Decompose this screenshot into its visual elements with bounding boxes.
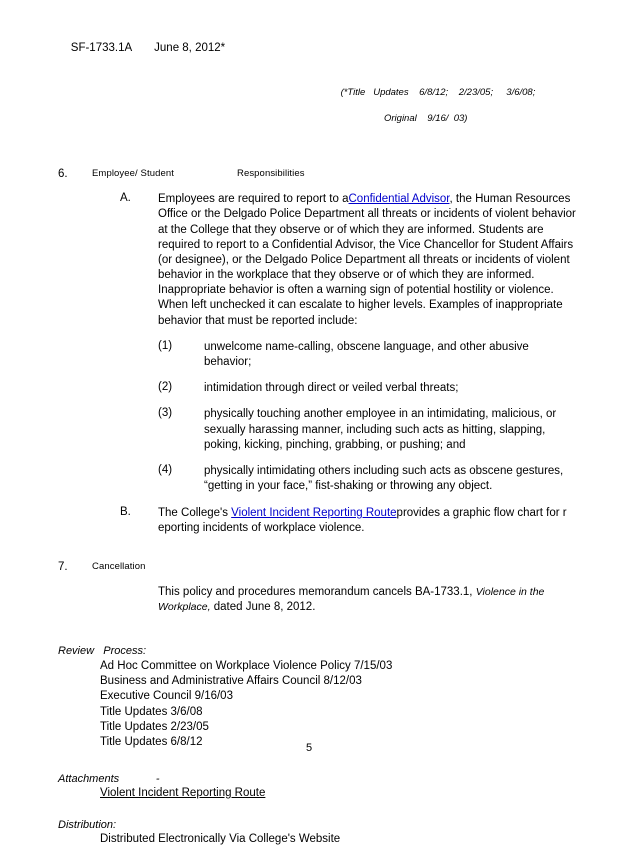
section-7-heading: Cancellation [92,560,146,572]
page-number: 5 [305,742,313,754]
title-updates-original: Original 9/16/ 03) [384,112,468,124]
section-6 [58,168,578,180]
list-item [158,381,578,396]
subitem-3-label: (3) [158,407,173,420]
cancellation-italic: Violence in the Workplace, [158,585,545,613]
subitem-4-text: physically intimidating others including such acts as obscene gestures, “getting in your face,” fist-shaking or throwing any object. [204,464,564,493]
attachments-link-wrap [100,787,578,799]
item-b-text-2: provides a graphic flow chart for r eporting incidents of workplace violence. [158,507,567,535]
distribution-title: Distribution: [58,818,117,831]
list-item: Title Updates 2/23/05 [100,721,209,733]
list-item: Executive Council 9/16/03 [100,690,233,703]
cancellation-text-1: This policy and procedures memorandum cancels BA-1733.1, [158,585,473,598]
subitem-2-label: (2) [158,381,173,394]
subitem-1-label: (1) [158,339,173,352]
document-header [58,28,578,69]
section-7-number: 7. [58,560,68,573]
subitem-2-text: intimidation through direct or veiled verbal threats; [204,382,459,395]
item-a-label: A. [120,192,131,205]
subitem-1-text: unwelcome name-calling, obscene language, and other abusive behavior; [204,340,529,368]
section-6-heading: Employee/ Student Responsibilities [92,168,305,180]
list-item: Ad Hoc Committee on Workplace Violence Policy 7/15/03 [100,659,393,672]
list-item: Title Updates 6/8/12 [100,736,203,749]
list-item [158,340,578,370]
cancellation-text-2: dated June 8, 2012. [213,600,316,613]
section-7 [58,561,578,573]
item-a-body [158,192,578,329]
confidential-advisor-link[interactable]: Confidential Advisor [348,193,450,206]
item-b-body [158,506,578,536]
list-item: Business and Administrative Affairs Council 8/12/03 [100,675,362,688]
attachments-title: Attachments - [58,772,160,785]
item-a [120,192,578,329]
section-6-number: 6. [58,168,68,181]
attachment-violent-incident-reporting-route-link[interactable]: Violent Incident Reporting Route [100,786,266,799]
item-b-text-1: The College's [158,507,228,520]
item-a-text-1: Employees are required to report to a [158,193,349,206]
cancellation-paragraph [158,585,578,615]
list-item: Title Updates 3/6/08 [100,705,203,718]
review-process-title: Review Process: [58,644,147,657]
review-process-list [100,659,578,751]
title-updates-line: (*Title Updates 6/8/12; 2/23/05; 3/6/08; [340,87,536,99]
document-number: SF-1733.1A [70,41,133,54]
title-updates-note [330,74,578,151]
item-b [120,506,578,536]
document-date: June 8, 2012* [154,41,226,54]
distribution-text: Distributed Electronically Via College's Website [100,832,341,845]
subitem-3-text: physically touching another employee in an intimidating, malicious, or sexually harassing manner, including such acts as hitting, slapping, poking, kicking, pinching, grabbing, or pushing; and [204,408,557,451]
distribution-block [58,819,578,845]
attachments-block [58,773,578,799]
item-b-label: B. [120,506,131,519]
item-a-text-2: , the Human Resources Office or the Delgado Police Department all threats or incidents of violent behavior at the College that they observe or of which they are informed. Students are required to report to a Confidential Advisor, the Vice Chancellor for Student Affairs (or designee), or the Delgado Police Department all threats or incidents of violent behavior in the workplace that they observe or of which they are informed. Inappropriate behavior is often a warning sign of potential hostility or violence. When left unchecked it can escalate to higher levels. Examples of inappropriate behavior that must be reported include: [158,193,576,327]
subitem-4-label: (4) [158,463,173,476]
review-process-block [58,645,578,751]
violent-incident-reporting-route-link[interactable]: Violent Incident Reporting Route [231,507,397,520]
list-item [158,464,578,494]
list-item [158,407,578,453]
